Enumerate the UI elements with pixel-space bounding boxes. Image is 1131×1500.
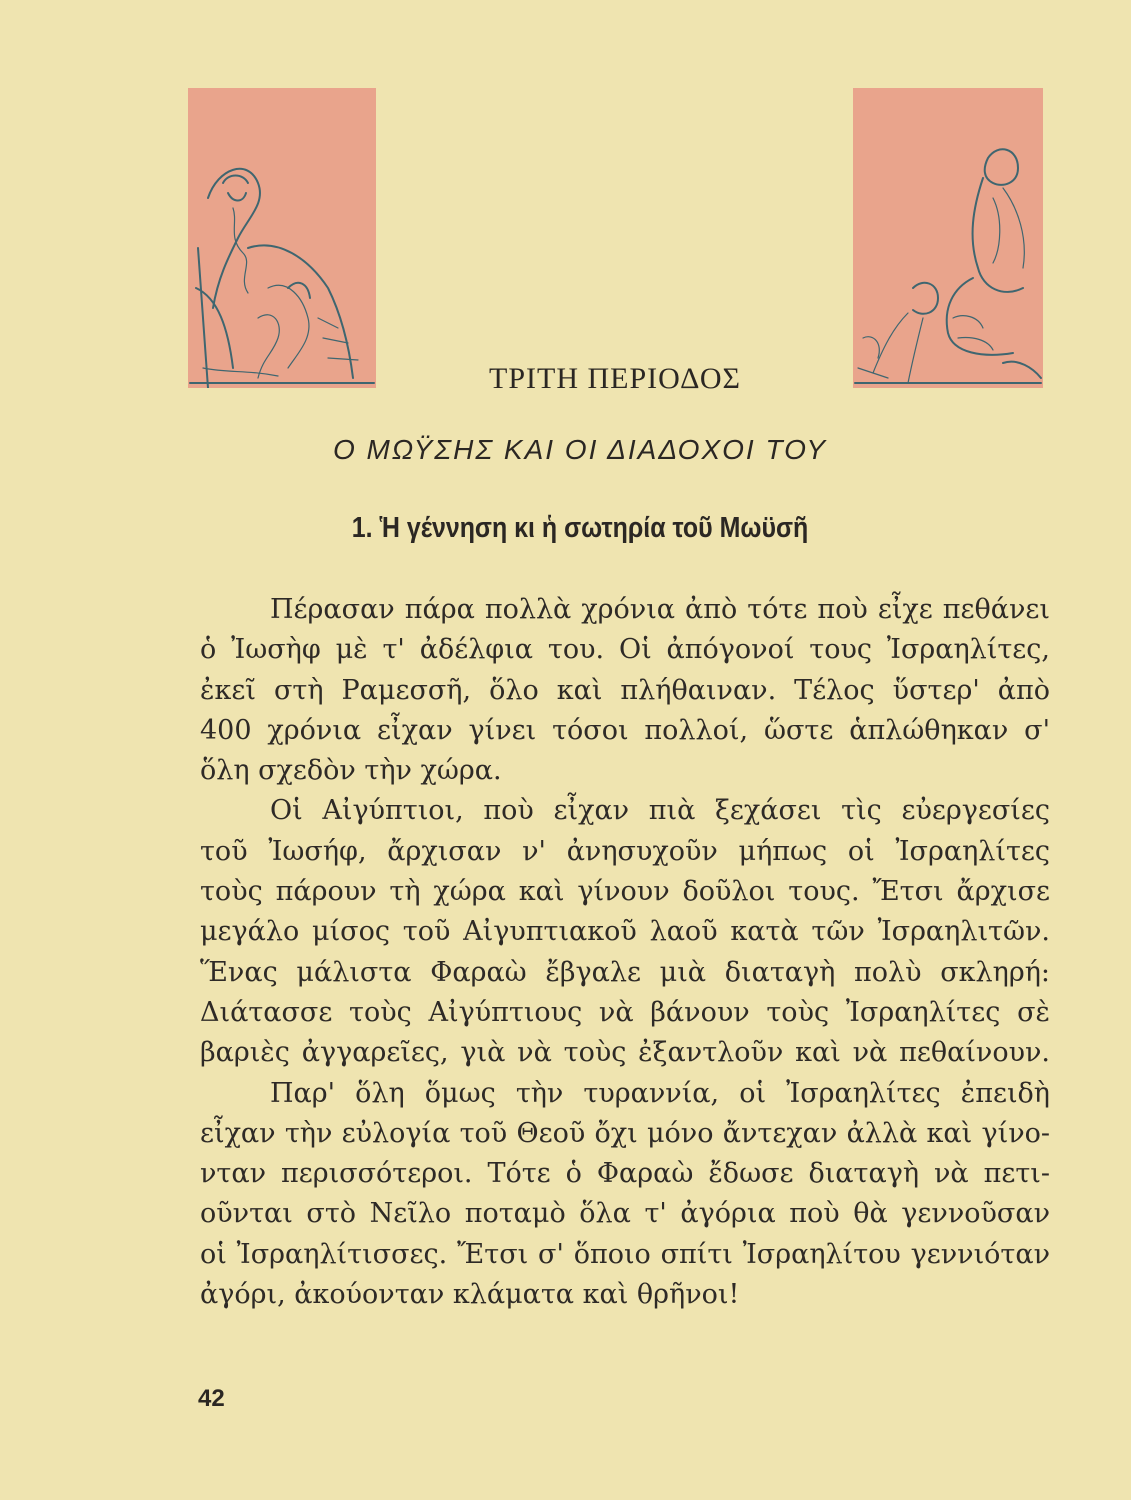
section-title: 1. Ἡ γέννηση κι ἡ σωτηρία τοῦ Μωϋσῆ (351, 512, 809, 544)
text-line: Οἱ Αἰγύπτιοι, ποὺ εἶχαν πιὰ ξεχάσει τὶς εὐεργεσίες (270, 795, 1050, 827)
text-line: βαριὲς ἀγγαρεῖες, γιὰ νὰ τοὺς ἐξαντλοῦν καὶ νὰ πεθαίνουν. (200, 1037, 1050, 1069)
text-line: Παρ' ὅλη ὅμως τὴν τυραννία, οἱ Ἰσραηλίτες ἐπειδὴ (270, 1077, 1050, 1109)
text-line: τοῦ Ἰωσήφ, ἄρχισαν ν' ἀνησυχοῦν μήπως οἱ Ἰσραηλίτες (200, 835, 1050, 867)
text-line: ἀγόρι, ἀκούονταν κλάματα καὶ θρῆνοι! (200, 1279, 740, 1311)
text-line: μεγάλο μίσος τοῦ Αἰγυπτιακοῦ λαοῦ κατὰ τῶν Ἰσραηλιτῶν. (200, 916, 1050, 948)
text-line: τοὺς πάρουν τὴ χώρα καὶ γίνουν δοῦλοι τους. Ἔτσι ἄρχισε (200, 876, 1050, 908)
text-line: οἱ Ἰσραηλίτισσες. Ἔτσι σ' ὅποιο σπίτι Ἰσραηλίτου γεννιόταν (200, 1238, 1050, 1270)
text-line: νταν περισσότεροι. Τότε ὁ Φαραὼ ἔδωσε διαταγὴ νὰ πετι- (200, 1158, 1050, 1190)
bearded-man-drawing (188, 88, 376, 388)
text-line: ὁ Ἰωσὴφ μὲ τ' ἀδέλφια του. Οἱ ἀπόγονοί τους Ἰσραηλίτες, (200, 634, 1050, 666)
text-line: Ἕνας μάλιστα Φαραὼ ἔβγαλε μιὰ διαταγὴ πολὺ σκληρή: (200, 956, 1050, 988)
chapter-title: Ο ΜΩΫΣΗΣ ΚΑΙ ΟΙ ΔΙΑΔΟΧΟΙ ΤΟΥ (332, 434, 828, 465)
part-title: ΤΡΙΤΗ ΠΕΡΙΟΔΟΣ (489, 362, 741, 395)
right-illustration (853, 88, 1043, 388)
seated-mother-drawing (853, 88, 1043, 388)
text-line: εἶχαν τὴν εὐλογία τοῦ Θεοῦ ὄχι μόνο ἄντεχαν ἀλλὰ καὶ γίνο- (200, 1117, 1050, 1149)
text-line: ἐκεῖ στὴ Ραμεσσῆ, ὅλο καὶ πλήθαιναν. Τέλος ὕστερ' ἀπὸ (200, 674, 1050, 706)
page-number: 42 (198, 1385, 225, 1412)
text-line: Πέρασαν πάρα πολλὰ χρόνια ἀπὸ τότε ποὺ εἶχε πεθάνει (270, 594, 1050, 625)
body-text (200, 590, 1050, 1315)
text-line: Διάτασσε τοὺς Αἰγύπτιους νὰ βάνουν τοὺς Ἰσραηλίτες σὲ (200, 996, 1050, 1028)
text-line: 400 χρόνια εἶχαν γίνει τόσοι πολλοί, ὥστε ἁπλώθηκαν σ' (200, 714, 1050, 746)
text-line: ὅλη σχεδὸν τὴν χώρα. (200, 755, 502, 787)
left-illustration (188, 88, 376, 388)
text-line: οῦνται στὸ Νεῖλο ποταμὸ ὅλα τ' ἀγόρια ποὺ θὰ γεννοῦσαν (200, 1198, 1050, 1230)
